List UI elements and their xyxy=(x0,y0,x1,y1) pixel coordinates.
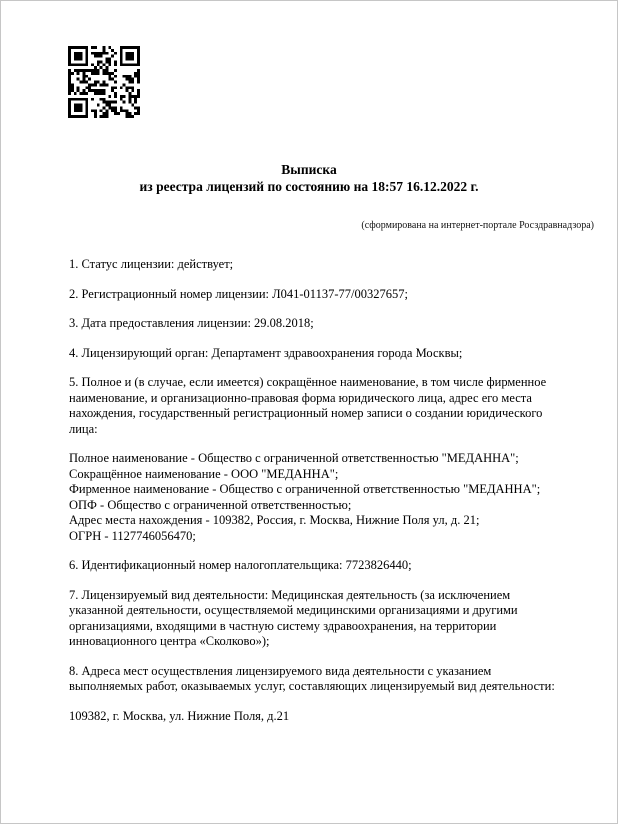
paragraph-line: Сокращённое наименование - ООО "МЕДАННА"; xyxy=(69,466,339,481)
paragraph-line: 8. Адреса мест осуществления лицензируемого вида деятельности с указанием выполняемых работ, оказываемых услуг, составляющих лицензируемый вид деятельности: xyxy=(69,663,555,693)
document-body xyxy=(69,257,567,738)
paragraph xyxy=(69,558,567,574)
paragraph xyxy=(69,257,567,273)
paragraph xyxy=(69,375,567,437)
paragraph-line: 3. Дата предоставления лицензии: 29.08.2018; xyxy=(69,316,314,330)
paragraph-line: 6. Идентификационный номер налогоплательщика: 7723826440; xyxy=(69,558,412,572)
paragraph xyxy=(69,451,567,544)
paragraph xyxy=(69,588,567,650)
document-subtitle: (сформирована на интернет-портале Росздравнадзора) xyxy=(361,220,594,231)
paragraph-line: ОПФ - Общество с ограниченной ответственностью; xyxy=(69,497,352,512)
paragraph-line: ОГРН - 1127746056470; xyxy=(69,528,196,543)
document-title-line1: Выписка xyxy=(281,162,337,177)
paragraph-line: Фирменное наименование - Общество с ограниченной ответственностью "МЕДАННА"; xyxy=(69,482,541,496)
paragraph-line: Адрес места нахождения - 109382, Россия, г. Москва, Нижние Поля ул, д. 21; xyxy=(69,513,480,527)
paragraph xyxy=(69,664,567,695)
paragraph-line: Полное наименование - Общество с ограниченной ответственностью "МЕДАННА"; xyxy=(69,451,519,465)
document-title xyxy=(1,161,617,195)
document-title-line2: из реестра лицензий по состоянию на 18:57 16.12.2022 г. xyxy=(139,179,479,194)
paragraph xyxy=(69,709,567,725)
qr-code-icon xyxy=(68,46,140,118)
paragraph-line: 1. Статус лицензии: действует; xyxy=(69,257,234,271)
paragraph xyxy=(69,346,567,362)
paragraph-line: 5. Полное и (в случае, если имеется) сокращённое наименование, в том числе фирменное наименование, и организационно-правовая форма юридического лица, адрес его места нахождения, государственный регистрационный номер записи о создании юридического лица: xyxy=(69,375,547,436)
paragraph-line: 109382, г. Москва, ул. Нижние Поля, д.21 xyxy=(69,708,290,723)
paragraph-line: 7. Лицензируемый вид деятельности: Медицинская деятельность (за исключением указанной деятельности, осуществляемой медицинскими организациями и другими организациями, входящими в частную систему здравоохранения, на территории инновационного центра «Сколково»); xyxy=(69,587,518,648)
paragraph xyxy=(69,316,567,332)
paragraph-line: 4. Лицензирующий орган: Департамент здравоохранения города Москвы; xyxy=(69,345,463,360)
paragraph-line: 2. Регистрационный номер лицензии: Л041-01137-77/00327657; xyxy=(69,286,408,301)
paragraph xyxy=(69,287,567,303)
